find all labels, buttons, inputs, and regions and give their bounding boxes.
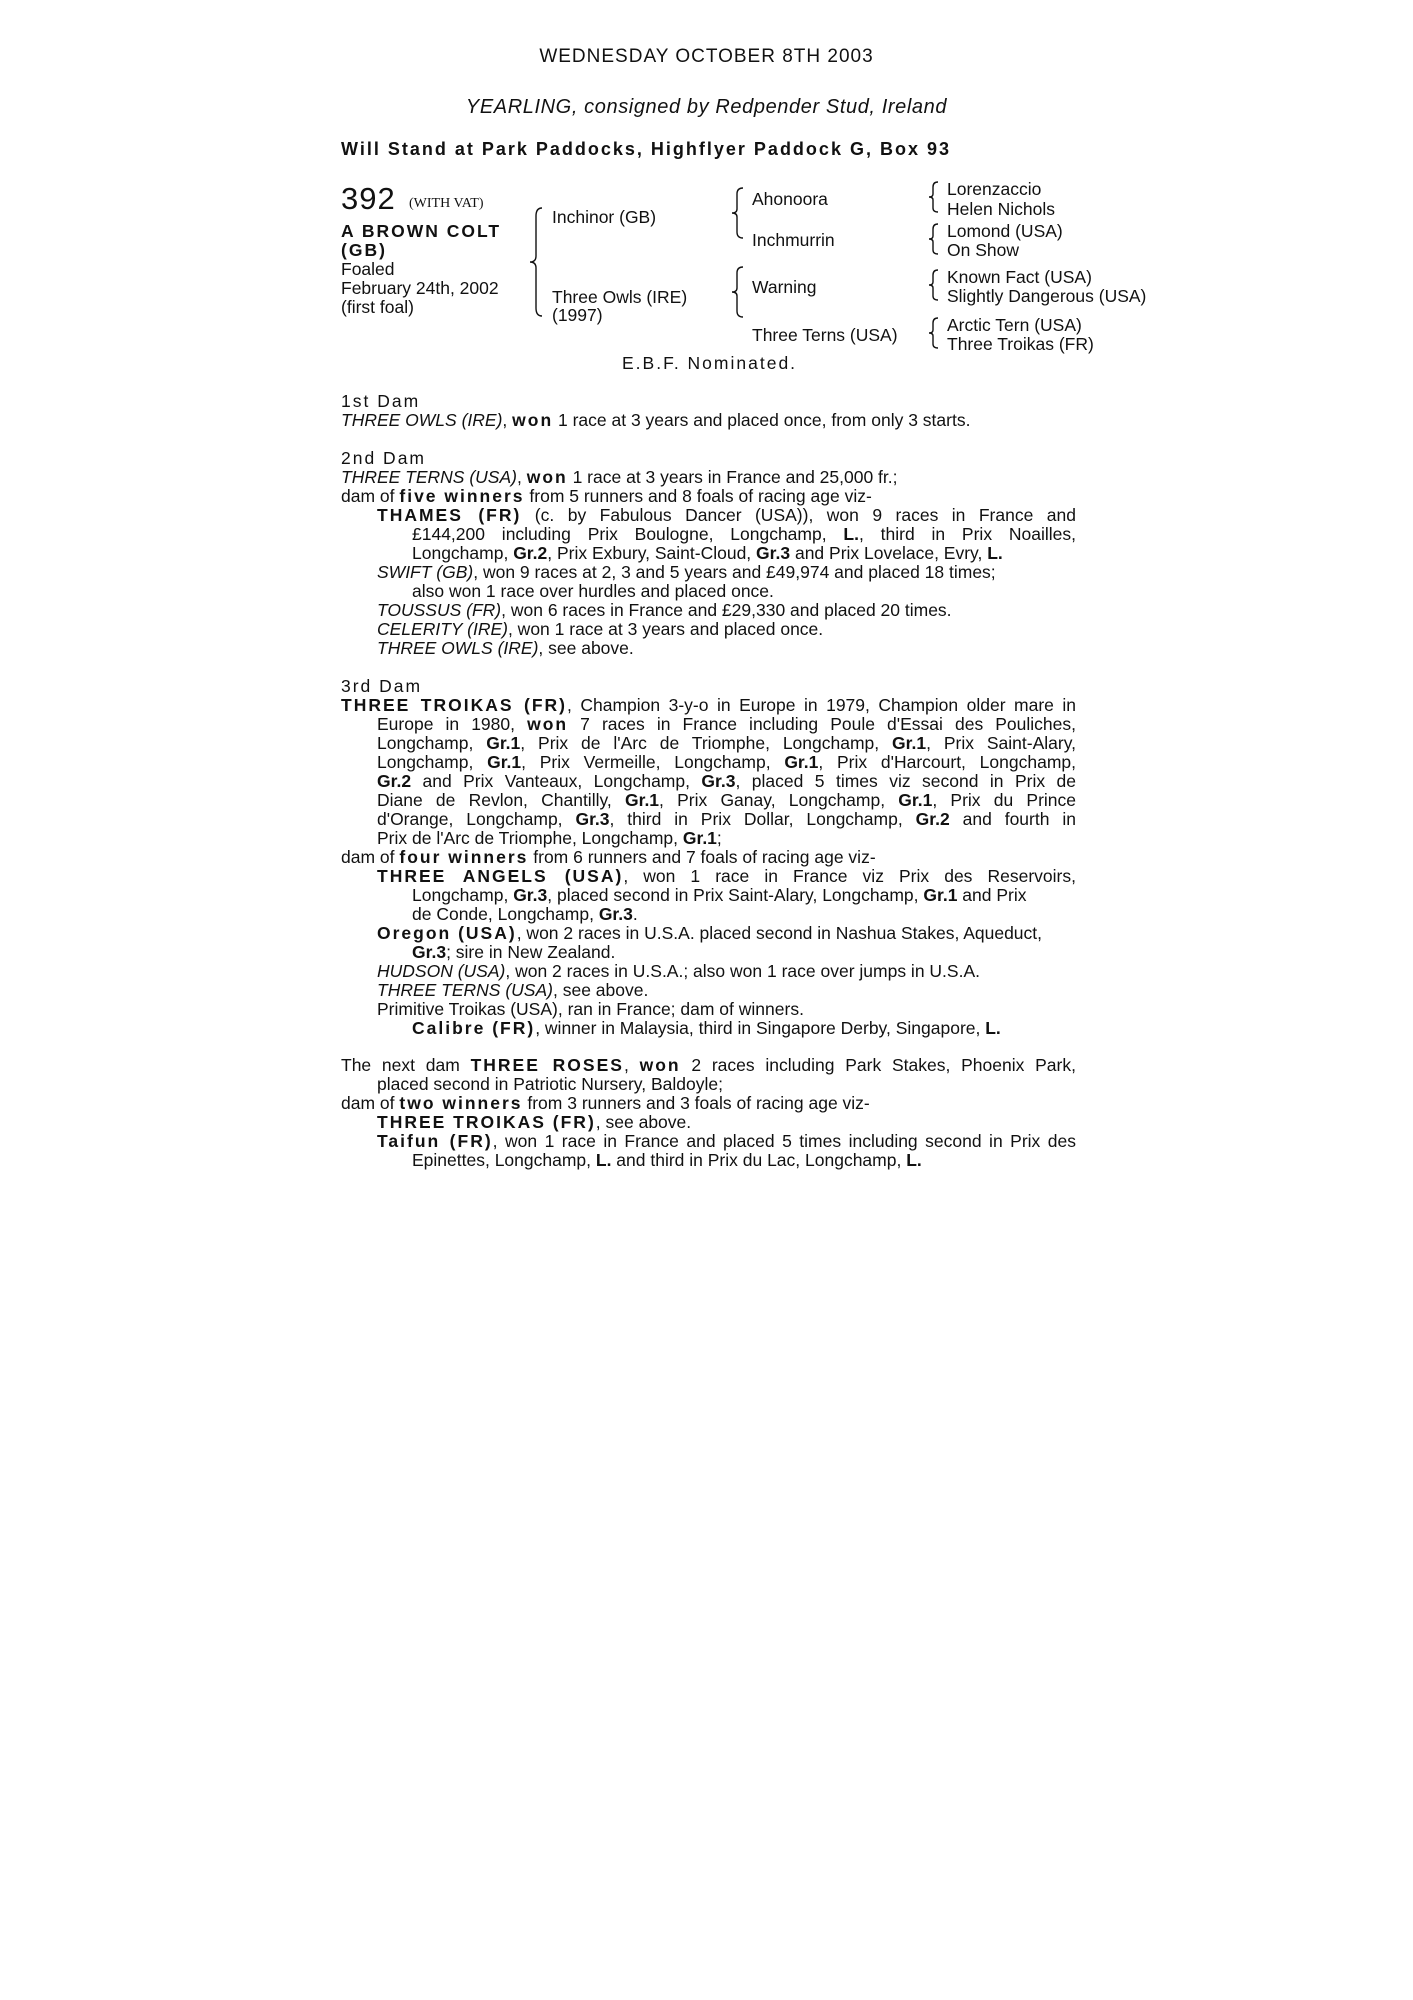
calibre-line: Calibre (FR), winner in Malaysia, third in Singapore Derby, Singapore, L. [412,1018,1001,1038]
sire-dam-name: Inchmurrin [752,230,835,250]
dam-sire-name: Warning [752,277,817,297]
ped-slightly-dangerous: Slightly Dangerous (USA) [947,286,1147,306]
first-dam-section [341,392,1076,430]
thames-line-3: Longchamp, Gr.2, Prix Exbury, Saint-Cloud, Gr.3 and Prix Lovelace, Evry, L. [412,543,1003,563]
next-dam-section [341,1056,1076,1170]
second-dam-section [341,449,1076,658]
hudson-line: HUDSON (USA), won 2 races in U.S.A.; also won 1 race over jumps in U.S.A. [377,961,980,981]
brace-ahonoora [925,178,943,223]
next-dam-line-1: The next dam THREE ROSES, won 2 races including Park Stakes, Phoenix Park, [341,1055,1076,1075]
troikas-line-2: Europe in 1980, won 7 races in France including Poule d'Essai des Pouliches, [377,714,1077,734]
oregon-line-2: Gr.3; sire in New Zealand. [412,942,616,962]
three-terns-line: THREE TERNS (USA), see above. [377,980,649,1000]
ped-lomond: Lomond (USA) [947,221,1063,241]
second-dam-record: THREE TERNS (USA), won 1 race at 3 years in France and 25,000 fr.; [341,467,898,487]
lot-origin: (GB) [341,240,387,260]
first-dam-text: THREE OWLS (IRE), won 1 race at 3 years and placed once, from only 3 starts. [341,410,971,430]
brace-inchmurrin [925,220,943,265]
taifun-line-2: Epinettes, Longchamp, L. and third in Prix du Lac, Longchamp, L. [412,1150,922,1170]
primitive-troikas-line: Primitive Troikas (USA), ran in France; dam of winners. [377,999,804,1019]
thames-line-1: THAMES (FR) (c. by Fabulous Dancer (USA)), won 9 races in France and [377,505,1076,525]
third-dam-section [341,677,1076,1038]
sire-sire-name: Ahonoora [752,189,828,209]
ped-arctic-tern: Arctic Tern (USA) [947,315,1082,335]
brace-three-terns [925,314,943,359]
ebf-nomination: E.B.F. Nominated. [622,353,798,373]
angels-line-1: THREE ANGELS (USA), won 1 race in France viz Prix des Reservoirs, [377,866,1076,886]
troikas-line-4: Longchamp, Gr.1, Prix Vermeille, Longchamp, Gr.1, Prix d'Harcourt, Longchamp, [377,752,1076,772]
taifun-line-1: Taifun (FR), won 1 race in France and placed 5 times including second in Prix des [377,1131,1076,1151]
celerity-line: CELERITY (IRE), won 1 race at 3 years and placed once. [377,619,824,639]
second-dam-produce-summary: dam of five winners from 5 runners and 8 foals of racing age viz- [341,486,872,506]
troikas-line-7: d'Orange, Longchamp, Gr.3, third in Prix Dollar, Longchamp, Gr.2 and fourth in [377,809,1077,829]
first-dam-heading: 1st Dam [341,391,421,411]
pedigree-brace-sire [729,180,749,250]
ped-helen-nichols: Helen Nichols [947,199,1055,219]
dam-name: Three Owls (IRE) [552,287,688,307]
swift-line-1: SWIFT (GB), won 9 races at 2, 3 and 5 years and £49,974 and placed 18 times; [377,562,996,582]
lot-number: 392 [341,181,396,216]
sale-date: WEDNESDAY OCTOBER 8TH 2003 [539,46,874,67]
ped-on-show: On Show [947,240,1019,260]
sire-name: Inchinor (GB) [552,207,657,227]
brace-warning [925,266,943,311]
next-dam-produce-summary: dam of two winners from 3 runners and 3 foals of racing age viz- [341,1093,870,1113]
dam-dam-name: Three Terns (USA) [752,325,898,345]
angels-line-2: Longchamp, Gr.3, placed second in Prix Saint-Alary, Longchamp, Gr.1 and Prix [412,885,1027,905]
swift-line-2: also won 1 race over hurdles and placed once. [412,581,774,601]
foaled-label: Foaled [341,259,395,279]
next-dam-troikas-line: THREE TROIKAS (FR), see above. [377,1112,692,1132]
troikas-line-5: Gr.2 and Prix Vanteaux, Longchamp, Gr.3, placed 5 times viz second in Prix de [377,771,1076,791]
third-dam-produce-summary: dam of four winners from 6 runners and 7 foals of racing age viz- [341,847,876,867]
vat-note: (WITH VAT) [409,196,484,211]
second-dam-heading: 2nd Dam [341,448,427,468]
stand-location: Will Stand at Park Paddocks, Highflyer Paddock G, Box 93 [341,139,951,159]
next-dam-line-2: placed second in Patriotic Nursery, Baldoyle; [377,1074,723,1094]
pedigree-brace-dam [729,262,749,332]
troikas-line-1: THREE TROIKAS (FR), Champion 3-y-o in Europe in 1979, Champion older mare in [341,695,1076,715]
ped-lorenzaccio: Lorenzaccio [947,179,1042,199]
pedigree-brace-main [528,200,548,325]
dam-year: (1997) [552,305,603,325]
foaled-date: February 24th, 2002 [341,278,499,298]
lot-description: A BROWN COLT [341,221,502,241]
troikas-line-8: Prix de l'Arc de Triomphe, Longchamp, Gr.1; [377,828,722,848]
ped-three-troikas: Three Troikas (FR) [947,334,1094,354]
oregon-line-1: Oregon (USA), won 2 races in U.S.A. placed second in Nashua Stakes, Aqueduct, [377,923,1043,943]
thames-line-2: £144,200 including Prix Boulogne, Longchamp, L., third in Prix Noailles, [412,524,1076,544]
three-owls-line: THREE OWLS (IRE), see above. [377,638,634,658]
foal-note: (first foal) [341,297,414,317]
consignment-line: YEARLING, consigned by Redpender Stud, Ireland [465,96,948,118]
troikas-line-3: Longchamp, Gr.1, Prix de l'Arc de Triomphe, Longchamp, Gr.1, Prix Saint-Alary, [377,733,1077,753]
angels-line-3: de Conde, Longchamp, Gr.3. [412,904,638,924]
ped-known-fact: Known Fact (USA) [947,267,1092,287]
third-dam-heading: 3rd Dam [341,676,423,696]
toussus-line: TOUSSUS (FR), won 6 races in France and £29,330 and placed 20 times. [377,600,952,620]
troikas-line-6: Diane de Revlon, Chantilly, Gr.1, Prix Ganay, Longchamp, Gr.1, Prix du Prince [377,790,1076,810]
